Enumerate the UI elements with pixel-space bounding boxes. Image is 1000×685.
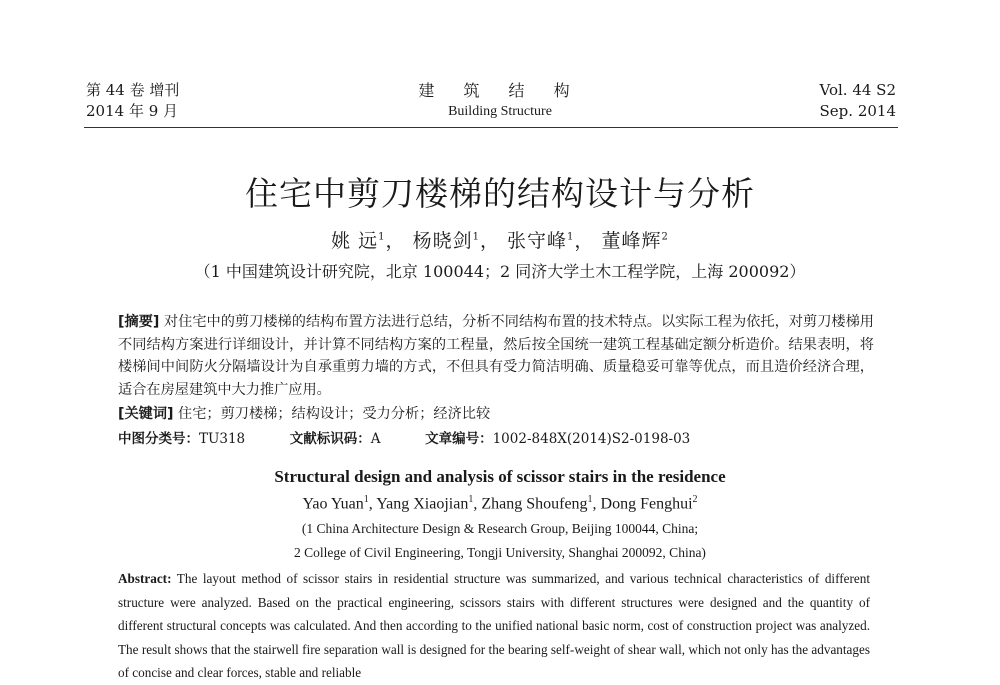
author-affiliation-sup: 1	[472, 231, 480, 243]
journal-name-cn: 建 筑 结 构	[418, 81, 582, 100]
abstract-en	[118, 567, 870, 685]
author-affiliation-sup: 2	[692, 494, 698, 505]
author-affiliation-sup: 2	[661, 231, 669, 243]
authors-cn: 姚 远$^1$， 杨晓剑$^1$， 张守峰$^1$， 董峰辉$^2$	[331, 230, 669, 252]
author-cn: 姚 远	[331, 230, 379, 252]
author-en: Zhang Shoufeng	[481, 495, 588, 513]
abstract-en-label: Abstract:	[118, 571, 172, 586]
paper-title-cn: 住宅中剪刀楼梯的结构设计与分析	[245, 174, 755, 213]
abstract-en-text: The layout method of scissor stairs in residential structure was summarized, and various technical characteristics of different structure were analyzed. Based on the practical engineering, scissors stairs with different structures were designed and the quantity of different structural concepts was calculated. And then according to the unified national basic norm, cost of construction project was analyzed. The result shows that the stairwell fire separation wall is designed for the bearing self-weight of shear wall, which not only has the advantages of concise and clear forces, stable and reliable	[118, 571, 870, 680]
doc-code-label: 文献标识码：	[289, 431, 371, 447]
author-en: Yao Yuan	[302, 495, 364, 513]
keywords-cn-label: [关键词]	[118, 406, 174, 422]
author-affiliation-sup: 1	[468, 494, 474, 505]
abstract-cn	[118, 311, 874, 401]
author-affiliation-sup: 1	[378, 231, 386, 243]
doc-code-value: A	[370, 431, 381, 447]
affiliation-en-line-2: 2 College of Civil Engineering, Tongji University, Shanghai 200092, China)	[294, 545, 706, 560]
author-affiliation-sup: 1	[567, 231, 575, 243]
volume-line: 第 44 卷 增刊	[86, 81, 180, 99]
authors-en: Yao Yuan$^1$, Yang Xiaojian$^1$, Zhang Shoufeng$^1$, Dong Fenghui$^2$	[302, 494, 698, 513]
keywords-cn	[118, 403, 874, 425]
article-number-value: 1002-848X(2014)S2-0198-03	[492, 431, 691, 447]
article-number-label: 文章编号：	[425, 431, 493, 447]
affiliation-en-line-1: (1 China Architecture Design & Research Group, Beijing 100044, China;	[301, 521, 699, 536]
author-affiliation-sup: 1	[587, 494, 593, 505]
affiliation-cn: （1 中国建筑设计研究院，北京 100044；2 同济大学土木工程学院，上海 200092）	[194, 262, 806, 281]
author-cn: 杨晓剑	[412, 230, 473, 252]
header-divider	[84, 127, 898, 128]
volume-line-en: Vol. 44 S2	[819, 81, 896, 99]
abstract-cn-text: 对住宅中的剪刀楼梯的结构布置方法进行总结，分析不同结构布置的技术特点。以实际工程为依托，对剪刀楼梯用不同结构方案进行详细设计，并计算不同结构方案的工程量，然后按全国统一建筑工程基础定额分析造价。结果表明，将楼梯间中间防火分隔墙设计为自承重剪力墙的方式，不但具有受力简洁明确、质量稳妥可靠等优点，而且造价经济合理，适合在房屋建筑中大力推广应用。	[118, 314, 874, 398]
journal-volume-info-en	[820, 80, 897, 122]
author-affiliation-sup: 1	[363, 494, 369, 505]
keywords-cn-text: 住宅；剪刀楼梯；结构设计；受力分析；经济比较	[178, 406, 491, 422]
journal-name-en: Building Structure	[448, 104, 552, 119]
author-cn: 董峰辉	[601, 230, 662, 252]
author-en: Yang Xiaojian	[376, 495, 469, 513]
author-en: Dong Fenghui	[600, 495, 693, 513]
date-line: 2014 年 9 月	[86, 102, 179, 120]
clc-value: TU318	[199, 431, 246, 447]
date-line-en: Sep. 2014	[819, 102, 896, 120]
classification-line	[118, 428, 690, 450]
author-cn: 张守峰	[507, 230, 568, 252]
paper-title-en: Structural design and analysis of scissor stairs in the residence	[274, 467, 726, 486]
clc-label: 中图分类号：	[118, 431, 199, 447]
abstract-cn-label: [摘要]	[118, 314, 160, 330]
